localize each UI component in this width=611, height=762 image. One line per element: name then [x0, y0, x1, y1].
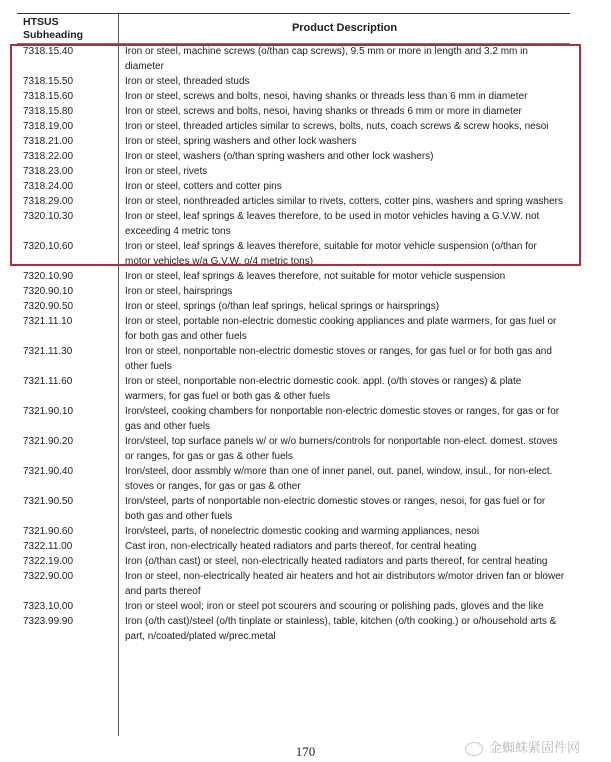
subheading-code: 7318.15.60: [23, 91, 74, 102]
product-description: Iron or steel, threaded studs: [125, 76, 250, 87]
table-row: [0, 89, 611, 104]
table-row: [0, 194, 611, 209]
subheading-code: 7320.10.60: [23, 241, 74, 252]
table-row: [0, 554, 611, 569]
table-row: [0, 44, 611, 74]
page-number: 170: [295, 744, 316, 759]
subheading-code: 7322.19.00: [23, 556, 74, 567]
subheading-code: 7318.15.40: [23, 46, 74, 57]
product-description: Iron or steel, spring washers and other lock washers: [125, 136, 357, 147]
table-row: [0, 74, 611, 89]
product-description: Iron/steel, cooking chambers for nonportable non-electric domestic stoves or ranges, for gas or for gas and other fuels: [125, 406, 560, 432]
product-description: Iron or steel, non-electrically heated air heaters and hot air distributors w/motor driven fan or blower and parts thereof: [125, 571, 565, 597]
table-row: [0, 299, 611, 314]
product-description: Iron (o/than cast) or steel, non-electrically heated radiators and parts thereof, for central heating: [125, 556, 548, 567]
subheading-code: 7318.24.00: [23, 181, 74, 192]
table-row: [0, 134, 611, 149]
subheading-code: 7321.11.10: [23, 316, 73, 327]
product-description: Iron or steel, nonportable non-electric domestic stoves or ranges, for gas fuel or for both gas and other fuels: [125, 346, 552, 372]
product-description: Iron or steel, screws and bolts, nesoi, having shanks or threads less than 6 mm in diameter: [125, 91, 528, 102]
table-row: [0, 434, 611, 464]
subheading-code: 7320.90.50: [23, 301, 74, 312]
table-row: [0, 314, 611, 344]
table-body: [0, 44, 611, 644]
product-description: Iron/steel, parts of nonportable non-electric domestic stoves or ranges, nesoi, for gas fuel or for both gas and other fuels: [125, 496, 546, 522]
product-description: Iron or steel wool; iron or steel pot scourers and scouring or polishing pads, gloves and the like: [125, 601, 544, 612]
subheading-code: 7318.23.00: [23, 166, 74, 177]
subheading-code: 7321.11.30: [23, 346, 73, 357]
subheading-code: 7321.11.60: [23, 376, 73, 387]
subheading-code: 7322.90.00: [23, 571, 74, 582]
product-description: Iron or steel, hairsprings: [125, 286, 233, 297]
product-description: Iron/steel, door assmbly w/more than one of inner panel, out. panel, window, insul., for non-elect. stoves or ranges, for gas or gas & other: [125, 466, 553, 492]
product-description: Cast iron, non-electrically heated radiators and parts thereof, for central heating: [125, 541, 477, 552]
subheading-code: 7321.90.10: [23, 406, 74, 417]
product-description: Iron or steel, leaf springs & leaves therefore, to be used in motor vehicles having a G.V.W. not exceeding 4 metric tons: [125, 211, 540, 237]
subheading-code: 7321.90.50: [23, 496, 74, 507]
product-description: Iron or steel, nonthreaded articles similar to rivets, cotters, cotter pins, washers and spring washers: [125, 196, 563, 207]
table-row: [0, 239, 611, 269]
table-row: [0, 209, 611, 239]
table-row: [0, 599, 611, 614]
table-row: [0, 524, 611, 539]
table-row: [0, 569, 611, 599]
table-top-rule: [17, 13, 570, 14]
table-row: [0, 284, 611, 299]
subheading-code: 7321.90.40: [23, 466, 74, 477]
product-description: Iron (o/th cast)/steel (o/th tinplate or stainless), table, kitchen (o/th cooking.) or o/household arts & part, n/coated/plated w/prec.metal: [125, 616, 557, 642]
wechat-icon: [465, 742, 483, 756]
table-row: [0, 539, 611, 554]
watermark-text: 金蜘蛛紧固件网: [489, 740, 581, 755]
table-row: [0, 119, 611, 134]
subheading-code: 7321.90.60: [23, 526, 74, 537]
product-description: Iron or steel, threaded articles similar to screws, bolts, nuts, coach screws & screw hooks, nesoi: [125, 121, 549, 132]
subheading-code: 7318.15.80: [23, 106, 74, 117]
subheading-code: 7320.10.90: [23, 271, 74, 282]
product-description: Iron or steel, machine screws (o/than cap screws), 9.5 mm or more in length and 3.2 mm in diameter: [125, 46, 528, 72]
table-row: [0, 494, 611, 524]
subheading-code: 7318.19.00: [23, 121, 74, 132]
product-description: Iron or steel, rivets: [125, 166, 208, 177]
table-row: [0, 164, 611, 179]
subheading-code: 7318.15.50: [23, 76, 74, 87]
subheading-code: 7323.99.90: [23, 616, 74, 627]
header-htsus-subheading: HTSUS Subheading: [23, 16, 84, 41]
table-row: [0, 404, 611, 434]
product-description: Iron/steel, parts, of nonelectric domestic cooking and warming appliances, nesoi: [125, 526, 480, 537]
table-row: [0, 344, 611, 374]
product-description: Iron/steel, top surface panels w/ or w/o burners/controls for nonportable non-elect. domest. stoves or ranges, for gas or gas & other fuels: [125, 436, 558, 462]
subheading-code: 7318.29.00: [23, 196, 74, 207]
product-description: Iron or steel, cotters and cotter pins: [125, 181, 282, 192]
watermark: [465, 737, 580, 756]
table-row: [0, 374, 611, 404]
product-description: Iron or steel, leaf springs & leaves therefore, not suitable for motor vehicle suspension: [125, 271, 506, 282]
product-description: Iron or steel, nonportable non-electric domestic cook. appl. (o/th stoves or ranges) & plate warmers, for gas fuel or both gas & other fuels: [125, 376, 522, 402]
product-description: Iron or steel, springs (o/than leaf springs, helical springs or hairsprings): [125, 301, 440, 312]
subheading-code: 7318.21.00: [23, 136, 74, 147]
table-row: [0, 269, 611, 284]
table-row: [0, 149, 611, 164]
subheading-code: 7318.22.00: [23, 151, 74, 162]
subheading-code: 7321.90.20: [23, 436, 74, 447]
product-description: Iron or steel, washers (o/than spring washers and other lock washers): [125, 151, 434, 162]
header-product-description: Product Description: [291, 22, 398, 34]
subheading-code: 7322.11.00: [23, 541, 73, 552]
subheading-code: 7323.10.00: [23, 601, 74, 612]
product-description: Iron or steel, portable non-electric domestic cooking appliances and plate warmers, for gas fuel or for both gas and other fuels: [125, 316, 557, 342]
subheading-code: 7320.90.10: [23, 286, 74, 297]
table-row: [0, 614, 611, 644]
table-row: [0, 464, 611, 494]
table-row: [0, 179, 611, 194]
product-description: Iron or steel, leaf springs & leaves therefore, suitable for motor vehicle suspension (o/than for motor vehicles w/a G.V.W. o/4 metric tons): [125, 241, 537, 267]
product-description: Iron or steel, screws and bolts, nesoi, having shanks or threads 6 mm or more in diameter: [125, 106, 522, 117]
subheading-code: 7320.10.30: [23, 211, 74, 222]
table-row: [0, 104, 611, 119]
